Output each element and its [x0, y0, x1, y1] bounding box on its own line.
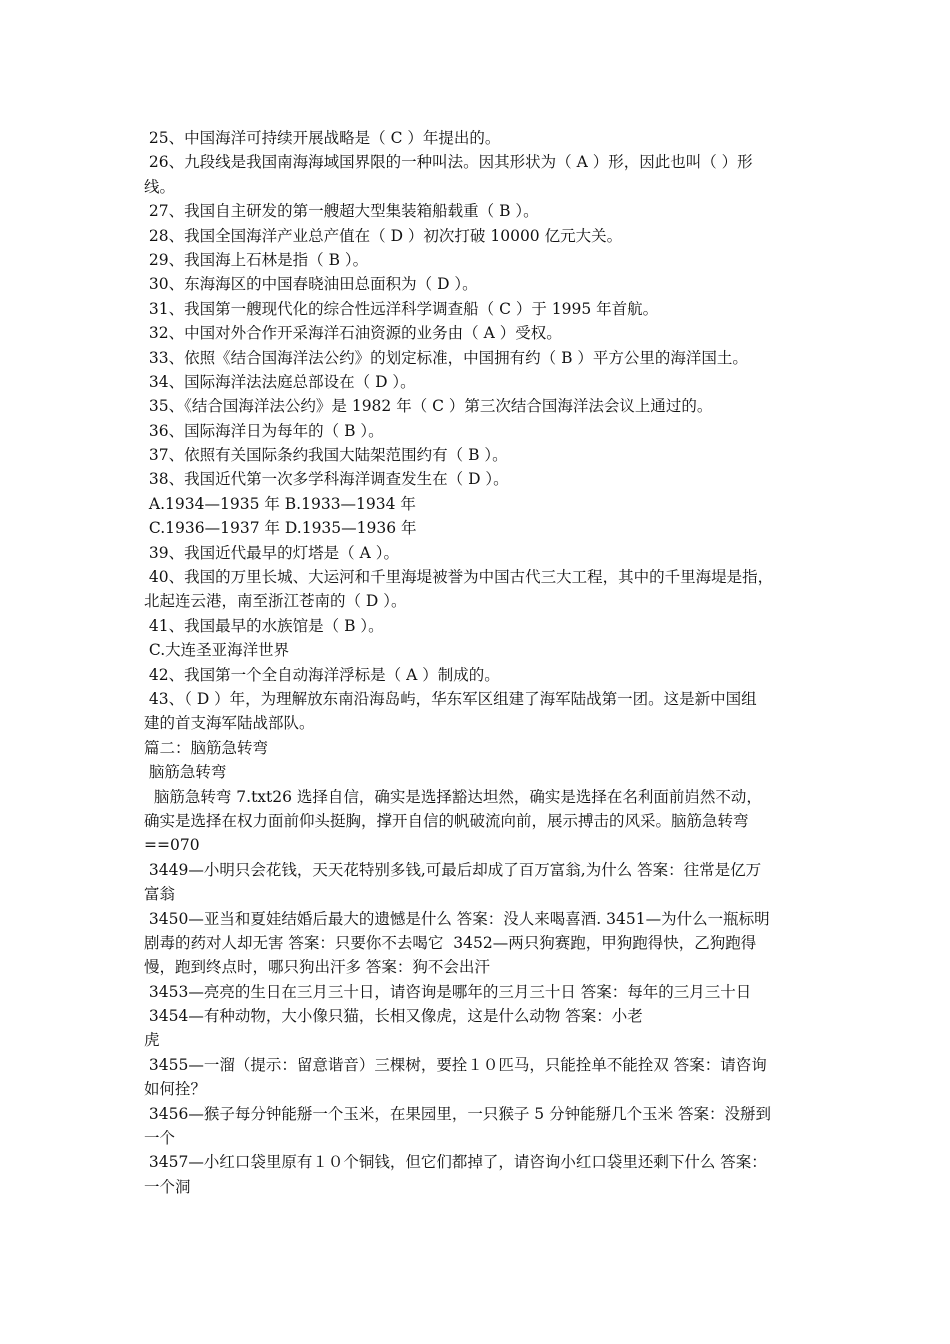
- text-line: 3453—亮亮的生日在三月三十日，请咨询是哪年的三月三十日 答案：每年的三月三十日: [144, 982, 752, 1001]
- document-body: [144, 126, 816, 1199]
- text-line: 41、我国最早的水族馆是（ B ）。: [144, 616, 384, 635]
- text-line: 北起连云港，南至浙江苍南的（ D ）。: [144, 592, 407, 611]
- text-line: 33、依照《结合国海洋法公约》的划定标准，中国拥有约（ B ）平方公里的海洋国土。: [144, 348, 748, 367]
- text-line: ==070: [144, 836, 200, 855]
- text-line: 26、九段线是我国南海海域国界限的一种叫法。因其形状为（ A ）形，因此也叫（ ）形: [144, 153, 753, 172]
- text-line: 35、《结合国海洋法公约》是 1982 年（ C ）第三次结合国海洋法会议上通过的。: [144, 397, 713, 416]
- text-line: 剧毒的药对人却无害 答案：只要你不去喝它 3452—两只狗赛跑，甲狗跑得快，乙狗跑得: [144, 933, 757, 952]
- text-line: 39、我国近代最早的灯塔是（ A ）。: [144, 543, 399, 562]
- text-line: 30、东海海区的中国春晓油田总面积为（ D ）。: [144, 275, 478, 294]
- text-line: 脑筋急转弯 7.txt26 选择自信，确实是选择豁达坦然，确实是选择在名利面前岿然不动，: [144, 787, 762, 806]
- text-line: 42、我国第一个全自动海洋浮标是（ A ）制成的。: [144, 665, 500, 684]
- text-line: 32、中国对外合作开采海洋石油资源的业务由（ A ）受权。: [144, 324, 562, 343]
- text-line: 25、中国海洋可持续开展战略是（ C ）年提出的。: [144, 129, 501, 147]
- text-line: 如何拴？: [144, 1080, 207, 1099]
- text-line: 一个: [144, 1129, 176, 1148]
- text-line: 虎: [144, 1031, 160, 1050]
- text-line: 37、依照有关国际条约我国大陆架范围约有（ B ）。: [144, 446, 508, 465]
- text-line: 3457—小红口袋里原有１０个铜钱，但它们都掉了，请咨询小红口袋里还剩下什么 答案：: [144, 1153, 767, 1172]
- section-heading: 篇二：脑筋急转弯: [144, 738, 269, 757]
- text-line: 线。: [144, 177, 176, 196]
- text-line: 富翁: [144, 885, 176, 904]
- text-line: 28、我国全国海洋产业总产值在（ D ）初次打破 10000 亿元大关。: [144, 226, 623, 245]
- text-line: 31、我国第一艘现代化的综合性远洋科学调查船（ C ）于 1995 年首航。: [144, 299, 659, 318]
- text-line: A.1934—1935 年 B.1933—1934 年: [144, 494, 416, 513]
- text-line: C.1936—1937 年 D.1935—1936 年: [144, 519, 417, 538]
- text-line: 3455—一溜（提示：留意谐音）三棵树，要拴１０匹马，只能拴单不能拴双 答案：请咨询: [144, 1055, 767, 1074]
- text-line: 27、我国自主研发的第一艘超大型集装箱船载重（ B ）。: [144, 202, 539, 221]
- text-line: C.大连圣亚海洋世界: [144, 641, 290, 660]
- text-line: 3450—亚当和夏娃结婚后最大的遗憾是什么 答案：没人来喝喜酒. 3451—为什么一瓶标明: [144, 909, 770, 928]
- text-line: 3454—有种动物，大小像只猫，长相又像虎，这是什么动物 答案：小老: [144, 1007, 643, 1026]
- section-subheading: 脑筋急转弯: [144, 763, 227, 782]
- text-line: 一个洞: [144, 1177, 191, 1196]
- text-line: 建的首支海军陆战部队。: [144, 714, 315, 733]
- text-line: 38、我国近代第一次多学科海洋调查发生在（ D ）。: [144, 470, 509, 489]
- text-line: 29、我国海上石林是指（ B ）。: [144, 250, 369, 269]
- text-line: 3456—猴子每分钟能掰一个玉米，在果园里，一只猴子 5 分钟能掰几个玉米 答案：没掰到: [144, 1104, 772, 1123]
- text-line: 确实是选择在权力面前仰头挺胸，撑开自信的帆破流向前，展示搏击的风采。脑筋急转弯: [144, 811, 749, 830]
- text-line: 40、我国的万里长城、大运河和千里海堤被誉为中国古代三大工程，其中的千里海堤是指，: [144, 568, 774, 587]
- text-line: 36、国际海洋日为每年的（ B ）。: [144, 421, 384, 440]
- text-line: 43、（ D ）年，为理解放东南沿海岛屿，华东军区组建了海军陆战第一团。这是新中国组: [144, 689, 757, 708]
- text-line: 慢，跑到终点时，哪只狗出汗多 答案：狗不会出汗: [144, 958, 490, 977]
- text-line: 3449—小明只会花钱，天天花特别多钱,可最后却成了百万富翁,为什么 答案：往常是亿万: [144, 860, 762, 879]
- text-line: 34、国际海洋法法庭总部设在（ D ）。: [144, 372, 416, 391]
